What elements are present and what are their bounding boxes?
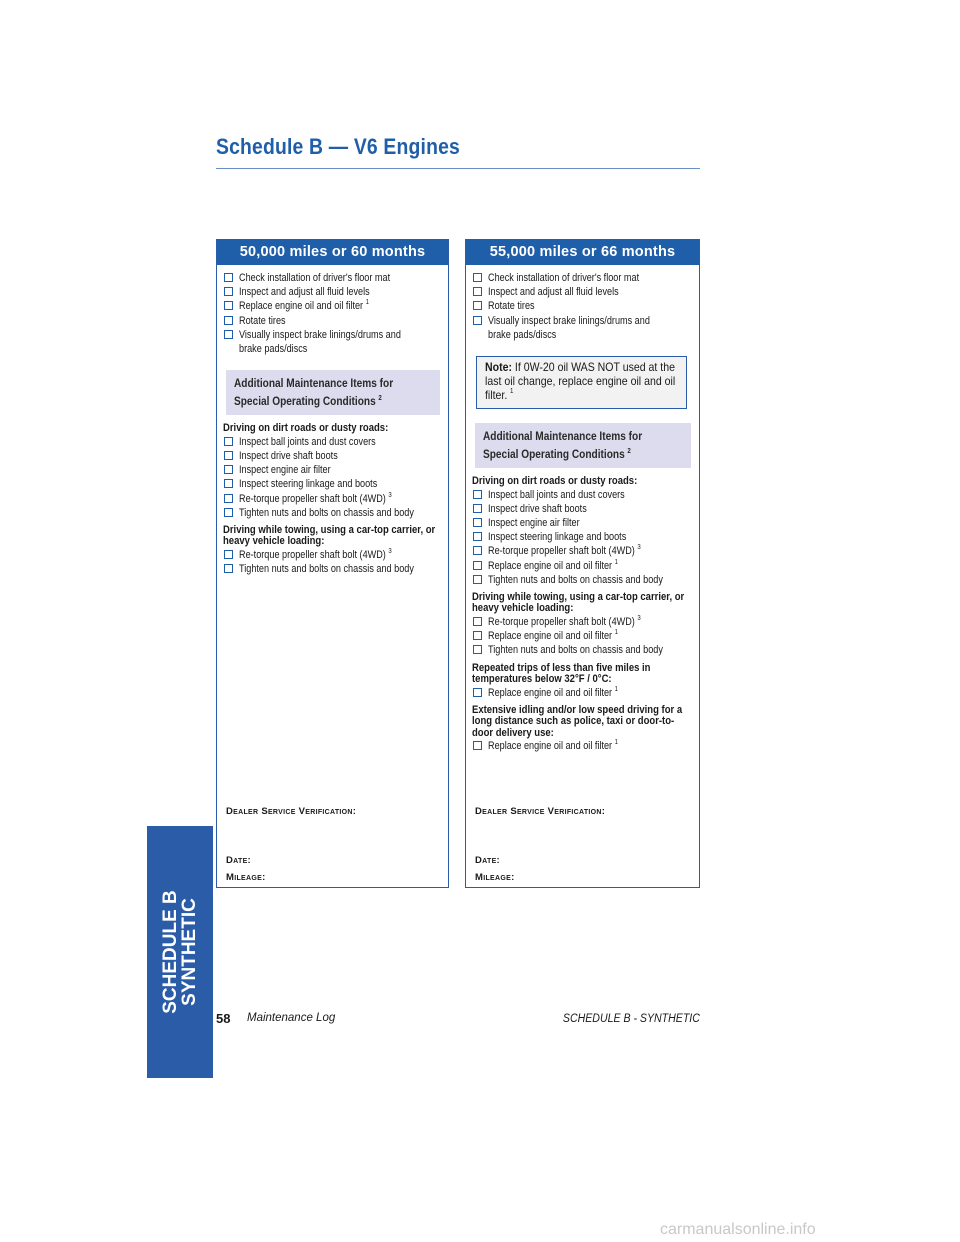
item-label: Check installation of driver's floor mat — [239, 272, 391, 284]
checklist-item-text — [488, 544, 641, 558]
checkbox[interactable] — [473, 561, 482, 570]
footnote-marker: 3 — [637, 544, 641, 552]
item-label: Check installation of driver's floor mat — [488, 272, 640, 284]
condition-heading-text: Extensive idling and/or low speed driving for a long distance such as police, taxi or door-to-door delivery use: — [472, 703, 683, 739]
item-label: Inspect steering linkage and boots — [239, 478, 378, 491]
checklist-item — [223, 562, 443, 576]
checklist-item-text — [239, 506, 414, 520]
item-label: Replace engine oil and oil filter — [239, 300, 364, 313]
checklist-item — [472, 686, 694, 700]
checklist-item-text — [239, 463, 331, 477]
checklist-item — [472, 271, 694, 285]
checklist-item — [472, 299, 694, 313]
condition-heading — [223, 423, 443, 435]
footnote-marker: 1 — [614, 739, 619, 747]
checklist-item — [472, 488, 694, 502]
checkbox[interactable] — [224, 330, 233, 339]
checklist-item — [223, 314, 443, 328]
condition-heading — [472, 663, 694, 686]
item-label: Re-torque propeller shaft bolt (4WD) — [488, 545, 635, 558]
checkbox[interactable] — [224, 273, 233, 282]
additional-heading-line2: Special Operating Conditions — [483, 449, 625, 462]
checklist-item — [472, 559, 694, 573]
additional-heading-text — [234, 375, 393, 411]
checkbox[interactable] — [224, 287, 233, 296]
checklist-item — [223, 299, 443, 313]
item-label: Inspect ball joints and dust covers — [488, 488, 625, 501]
footnote-marker: 3 — [637, 614, 641, 622]
additional-maintenance-heading — [226, 370, 440, 415]
condition-heading-text: Driving while towing, using a car-top carrier, or heavy vehicle loading: — [223, 523, 436, 548]
title-rule — [216, 168, 700, 169]
column-header: 50,000 miles or 60 months — [217, 240, 448, 265]
section-side-tab — [147, 826, 213, 1078]
checkbox[interactable] — [473, 645, 482, 654]
checklist-item — [223, 285, 443, 299]
checkbox[interactable] — [473, 741, 482, 750]
column-body — [217, 265, 448, 576]
checklist-item-text — [488, 559, 618, 573]
checklist-item-text — [488, 739, 618, 753]
checklist-item — [472, 739, 694, 753]
side-tab-line: SYNTHETIC — [179, 898, 200, 1006]
footnote-marker: 1 — [614, 629, 619, 637]
item-label: Inspect and adjust all fluid levels — [239, 286, 370, 299]
item-label: Visually inspect brake linings/drums and brake pads/discs — [239, 328, 401, 356]
checklist-item — [472, 285, 694, 299]
checklist-item-text — [239, 477, 377, 491]
date-label: Date: — [226, 855, 252, 866]
checklist-item — [472, 502, 694, 516]
checkbox[interactable] — [224, 550, 233, 559]
checkbox[interactable] — [473, 631, 482, 640]
checklist-item — [223, 463, 443, 477]
item-label: Re-torque propeller shaft bolt (4WD) — [239, 548, 386, 561]
item-label: Inspect engine air filter — [239, 464, 331, 477]
mileage-label: Mileage: — [475, 872, 515, 883]
checkbox[interactable] — [473, 546, 482, 555]
checklist-item-text — [239, 299, 369, 313]
column-body — [466, 265, 699, 753]
checklist-item — [472, 544, 694, 558]
item-label: Tighten nuts and bolts on chassis and body — [488, 573, 663, 586]
checkbox[interactable] — [224, 316, 233, 325]
item-label: Visually inspect brake linings/drums and brake pads/discs — [488, 314, 650, 341]
watermark: carmanualsonline.info — [660, 1221, 816, 1238]
item-label: Replace engine oil and oil filter — [488, 686, 613, 699]
checkbox[interactable] — [224, 479, 233, 488]
side-tab-line: SCHEDULE B — [160, 890, 181, 1014]
footnote-marker: 1 — [614, 685, 619, 693]
checkbox[interactable] — [473, 518, 482, 527]
checklist-item — [472, 643, 694, 657]
footnote-marker: 1 — [365, 299, 370, 307]
checklist-item-text — [488, 285, 619, 299]
item-label: Inspect drive shaft boots — [239, 449, 338, 462]
condition-heading-text: Driving while towing, using a car-top carrier, or heavy vehicle loading: — [472, 590, 685, 615]
checklist-item-text — [239, 314, 286, 328]
item-label: Replace engine oil and oil filter — [488, 630, 613, 643]
condition-heading — [472, 705, 694, 740]
checklist-item — [472, 314, 694, 342]
footnote-marker: 1 — [614, 558, 619, 566]
date-label: Date: — [475, 855, 501, 866]
item-label: Tighten nuts and bolts on chassis and body — [239, 563, 414, 576]
checklist-item — [223, 548, 443, 562]
footnote-marker: 3 — [388, 547, 392, 555]
checklist-item-text — [488, 314, 665, 342]
checkbox[interactable] — [473, 301, 482, 310]
note-box — [476, 356, 687, 409]
item-label: Replace engine oil and oil filter — [488, 559, 613, 572]
checklist-item-text — [488, 686, 618, 700]
checklist-item-text — [488, 271, 639, 285]
checklist-item-text — [488, 299, 535, 313]
column-header: 55,000 miles or 66 months — [466, 240, 699, 265]
checkbox[interactable] — [473, 688, 482, 697]
footnote-marker: 1 — [509, 388, 514, 396]
item-label: Tighten nuts and bolts on chassis and body — [239, 506, 414, 519]
mileage-label: Mileage: — [226, 872, 266, 883]
additional-heading-text — [483, 428, 642, 464]
checklist-item — [472, 516, 694, 530]
checklist-item — [223, 328, 443, 356]
checkbox[interactable] — [473, 287, 482, 296]
item-label: Inspect and adjust all fluid levels — [488, 286, 619, 299]
item-label: Inspect steering linkage and boots — [488, 531, 627, 544]
item-label: Re-torque propeller shaft bolt (4WD) — [488, 615, 635, 628]
checkbox[interactable] — [473, 575, 482, 584]
note-text — [485, 360, 683, 402]
checkbox[interactable] — [473, 532, 482, 541]
checklist-item — [472, 530, 694, 544]
dealer-verification-label: Dealer Service Verification: — [475, 806, 606, 817]
checklist-item-text — [488, 573, 663, 587]
additional-maintenance-heading — [475, 423, 691, 468]
checklist-item-text — [488, 615, 641, 629]
checkbox[interactable] — [473, 504, 482, 513]
checklist-item — [223, 449, 443, 463]
checkbox[interactable] — [473, 490, 482, 499]
checklist-item-text — [239, 492, 392, 506]
schedule-column-50000 — [216, 239, 449, 888]
note-body: If 0W-20 oil WAS NOT used at the last oil change, replace engine oil and oil filter. — [485, 360, 676, 403]
checklist-item-text — [239, 562, 414, 576]
footer-right-label: SCHEDULE B - SYNTHETIC — [563, 1013, 700, 1025]
checklist-item — [223, 506, 443, 520]
item-label: Inspect drive shaft boots — [488, 502, 587, 515]
condition-heading — [472, 476, 694, 488]
additional-heading-line1: Additional Maintenance Items for — [483, 431, 643, 444]
dealer-verification-label: Dealer Service Verification: — [226, 806, 357, 817]
additional-heading-line2: Special Operating Conditions — [234, 396, 376, 409]
checklist-item-text — [239, 285, 370, 299]
item-label: Replace engine oil and oil filter — [488, 740, 613, 753]
checklist-item-text — [488, 502, 587, 516]
additional-heading-line1: Additional Maintenance Items for — [234, 378, 394, 391]
item-label: Re-torque propeller shaft bolt (4WD) — [239, 492, 386, 505]
item-label: Rotate tires — [488, 300, 535, 313]
condition-heading-text: Repeated trips of less than five miles in temperatures below 32°F / 0°C: — [472, 661, 651, 686]
item-label: Inspect engine air filter — [488, 516, 580, 529]
checklist-item-text — [488, 516, 580, 530]
page-number: 58 — [216, 1011, 231, 1026]
condition-heading-text: Driving on dirt roads or dusty roads: — [223, 422, 389, 435]
checklist-item — [472, 615, 694, 629]
footer-section-label: Maintenance Log — [247, 1012, 336, 1024]
checklist-item-text — [239, 449, 338, 463]
checklist-item — [472, 629, 694, 643]
checkbox[interactable] — [473, 316, 482, 325]
checklist-item-text — [488, 629, 618, 643]
checkbox[interactable] — [224, 564, 233, 573]
checklist-item — [223, 435, 443, 449]
checklist-item-text — [239, 435, 376, 449]
checklist-item-text — [488, 530, 626, 544]
checkbox[interactable] — [224, 301, 233, 310]
checkbox[interactable] — [224, 494, 233, 503]
checklist-item — [223, 477, 443, 491]
condition-heading — [472, 592, 694, 615]
item-label: Inspect ball joints and dust covers — [239, 435, 376, 448]
footnote-marker: 2 — [627, 448, 631, 456]
checklist-item — [223, 271, 443, 285]
checkbox[interactable] — [224, 508, 233, 517]
checkbox[interactable] — [473, 617, 482, 626]
checklist-item-text — [239, 271, 390, 285]
checkbox[interactable] — [224, 437, 233, 446]
item-label: Rotate tires — [239, 314, 286, 327]
checklist-item-text — [488, 488, 625, 502]
checkbox[interactable] — [473, 273, 482, 282]
checklist-item — [223, 492, 443, 506]
condition-heading-text: Driving on dirt roads or dusty roads: — [472, 475, 638, 488]
note-label: Note: — [485, 360, 512, 375]
footnote-marker: 2 — [378, 395, 382, 403]
checkbox[interactable] — [224, 465, 233, 474]
checklist-item-text — [488, 643, 663, 657]
checkbox[interactable] — [224, 451, 233, 460]
checklist-item — [472, 573, 694, 587]
page-title: Schedule B — V6 Engines — [216, 134, 460, 159]
checklist-item-text — [239, 328, 414, 356]
item-label: Tighten nuts and bolts on chassis and body — [488, 644, 663, 657]
checklist-item-text — [239, 548, 392, 562]
condition-heading — [223, 525, 443, 548]
schedule-column-55000 — [465, 239, 700, 888]
footnote-marker: 3 — [388, 491, 392, 499]
